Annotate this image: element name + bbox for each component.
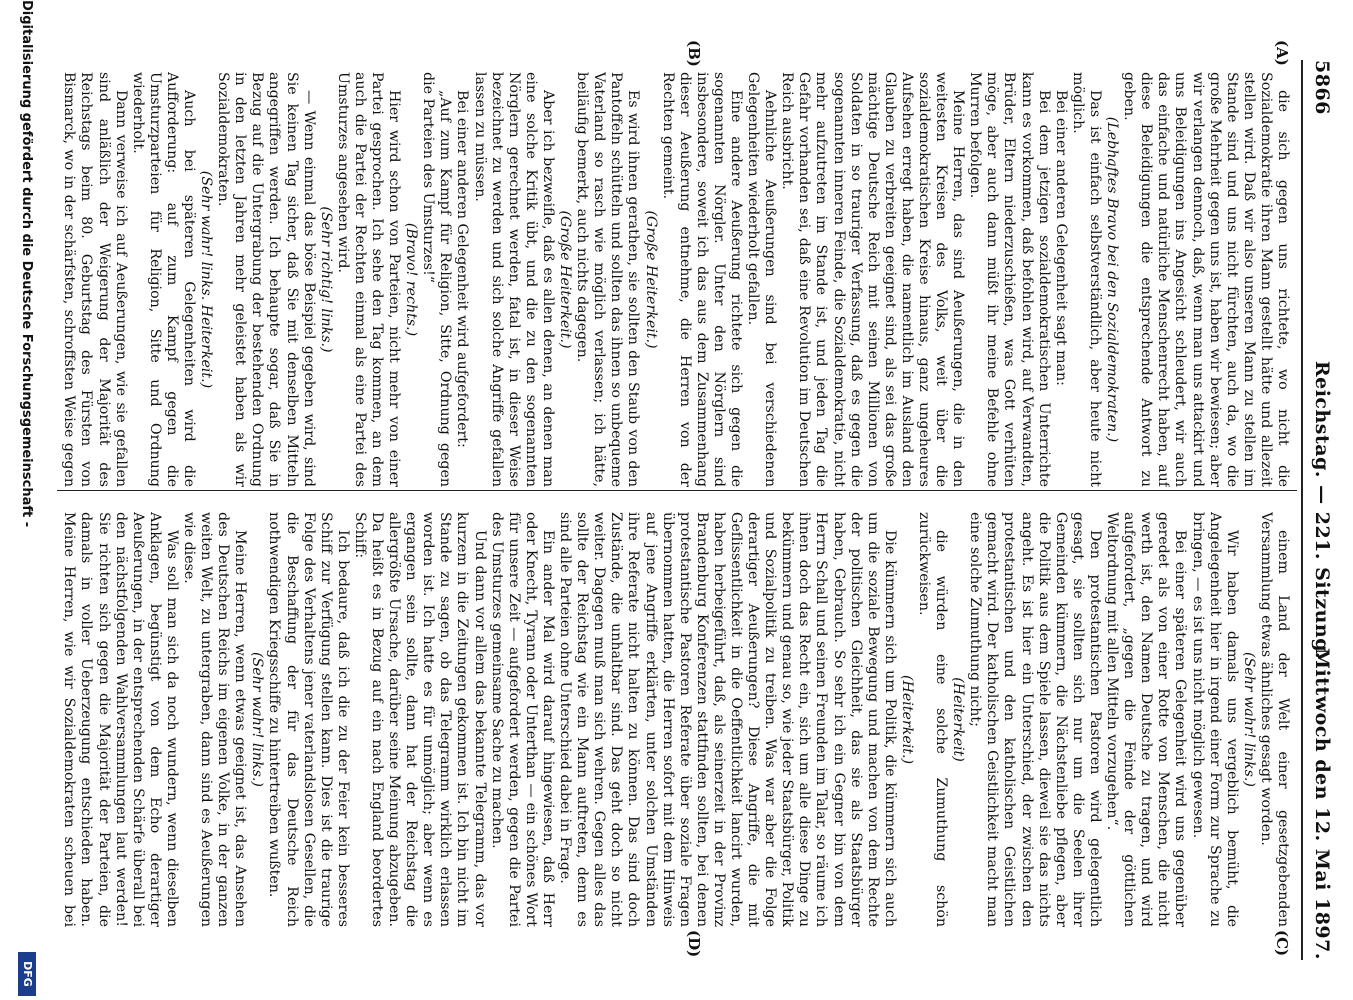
left-column: [61, 72, 1291, 487]
header-rule: [1301, 60, 1303, 960]
paragraph: Das ist einfach selbstverständlich, aber heute nicht möglich.: [1069, 72, 1103, 487]
paragraph: Die kümmern sich um Politik, die kümmern sich auch um die soziale Bewegung und machen von dem Rechte der politischen Gleichheit, das sie als Staatsbürger haben, Gebrauch. So sehr ich ein Gegner bin von dem Herrn Schall und seinen Freunden im Talar, so räume ich ihnen doch das Recht ein, sich um alle diese Dinge zu bekümmern und genau so, wie jeder Staatsbürger, Politik und Sozialpolitik zu treiben. Was war aber die Folge derartiger Aeußerungen? Diese Angriffe, die mit Geflissentlichkeit in die Oeffentlichkeit lancirt wurden, haben herbeigeführt, daß, als seinerzeit in der Provinz Brandenburg Konferenzen stattfinden sollten, bei denen protestantische Pastoren Referate über soziale Fragen übernommen hatten, die Herren sofort mit dem Hinweis auf jene Angriffe erklärten, unter solchen Umständen ihre Referate nicht halten zu können. Das sind doch Zustände, die unhaltbar sind. Das geht doch so nicht weiter. Dagegen muß man sich wehren. Gegen alles das sollte der Reichstag wie ein Mann auftreten, denn es sind alle Parteien ohne Unterschied dabei in Frage.: [557, 512, 898, 927]
paragraph: — Wenn einmal das böse Beispiel gegeben wird, sind Sie keinen Tag sicher, daß Sie mit denselben Mitteln angegriffen werden. Ich behaupte sogar, daß Sie in Bezug auf die Untergrabung der bestehenden Ordnung in den letzten Jahren mehr geleistet haben als wir Sozialdemokraten.: [215, 72, 317, 487]
paragraph: „Auf zum Kampf für Religion, Sitte, Ordnung gegen die Parteien des Umsturzes!“: [420, 72, 454, 487]
paragraph: (Sehr wahr! links. Heiterkeit.): [198, 170, 215, 389]
header-date: Mittwoch den 12. Mai 1897.: [1311, 648, 1333, 960]
paragraph: (Sehr richtig! links.): [317, 206, 334, 353]
paragraph: Es wird ihnen gerathen, sie sollten den Staub von den Pantoffeln schütteln und sollten das ihnen so unbequeme Vaterland so rasch wie möglich verlassen; ich hätte, beiläufig bemerkt, auch nichts dagegen.: [574, 72, 642, 487]
column-divider: [57, 490, 1297, 491]
paragraph: Hier wird schon von Parteien, nicht mehr von einer Partei gesprochen. Ich sehe den Tag kommen, an dem auch die Partei der Rechten einmal als eine Partei des Umsturzes angesehen wird.: [334, 72, 403, 487]
footer: [12, 0, 38, 1000]
paragraph: Auch bei späteren Gelegenheiten wird die Aufforderung: auf zum Kampf gegen die Umsturzparteien für Religion, Sitte und Ordnung wiederholt.: [129, 72, 197, 487]
paragraph: (Heiterkeit): [950, 677, 967, 762]
right-column: [61, 512, 1291, 927]
paragraph: Bei einer anderen Gelegenheit wird aufgefordert:: [454, 90, 471, 448]
paragraph: die sich gegen uns richtete, wo nicht die Sozialdemokratie ihren Mann gestellt hätte und allezeit stellen wird. Daß wir also unseren Mann zu stellen im Stande sind und uns nicht fürchten, auch da, wo die große Mehrheit gegen uns ist, haben wir bewiesen; aber wir verlangen dennoch, daß, wenn man uns attackirt und uns Beleidigungen ins Angesicht schleudert, wir auch das einfache und natürliche Menschenrecht haben, auf diese Beleidigungen die entsprechende Antwort zu geben.: [1121, 72, 1291, 487]
paragraph: Ich bedaure, daß ich die zu der Feier kein besseres Schiff zur Verfügung stellen kann. Dies ist die traurige Folge des Verhaltens jener vaterlandslosen Gesellen, die die Beschaffung der für das Deutsche Reich nothwendigen Kriegsschiffe zu hintertreiben wußten.: [266, 512, 351, 927]
paragraph: Was soll man sich da noch wundern, wenn dieselben Anklagen, begünstigt von dem Echo derartiger Aeußerungen, in der entsprechenden Schärfe überall bei den nächstfolgenden Wahlversammlungen laut werden! Sie richten sich gegen die Majorität der Parteien, die damals in voller Ueberzeugung entschieden haben. Meine Herren, wie wir Sozialdemokraten scheuen bei: [61, 512, 180, 927]
paragraph: Aehnliche Aeußerungen sind bei verschiedenen Gelegenheiten wiederholt gefallen.: [745, 72, 779, 487]
paragraph: einem Land der Welt einer gesetzgebenden Versammlung etwas ähnliches gesagt worden.: [1257, 512, 1291, 927]
dfg-logo: DFG: [18, 952, 36, 996]
margin-marker-a: (A): [1273, 40, 1291, 66]
paragraph: Bei einer anderen Gelegenheit sagt man:: [1052, 90, 1069, 386]
paragraph: Eine andere Aeußerung richtete sich gegen die sogenannten Nörgler. Unter den Nörglern sind insbesondere, soweit ich das aus dem Zusammenhang dieser Aeußerung entnehme, die Herren von der Rechten gemeint.: [659, 72, 744, 487]
paragraph: Bei dem jetzigen sozialdemokratischen Unterrichte kann es vorkommen, daß befohlen wird, auf Verwandten, Brüder, Eltern niederzuschießen, was Gott verhüten möge, aber auch dann müßt ihr meine Befehle ohne Murren befolgen.: [967, 72, 1052, 487]
margin-marker-d: (D): [685, 930, 703, 958]
paragraph: (Sehr wahr! links.): [249, 652, 266, 787]
paragraph: Meine Herren, das sind Aeußerungen, die in den weitesten Kreisen des Volks, weit über die sozialdemokratischen Kreise hinaus, ganz ungeheures Aufsehen erregt haben, die namentlich im Ausland den Glauben zu verbreiten geeignet sind, als sei das große mächtige Deutsche Reich mit seinen Millionen von Soldaten in so trauriger Verfassung, daß es gegen die sogenannten inneren Feinde, die Sozialdemokratie, nicht mehr aufzutreten im Stande ist, und jeden Tag die Gefahr vorhanden sei, daß eine Revolution im Deutschen Reich ausbricht.: [779, 72, 967, 487]
paragraph: die würden eine solche Zumuthung schön zurückweisen.: [916, 512, 950, 927]
paragraph: (Sehr wahr! links.): [1240, 652, 1257, 787]
paragraph: (Lebhaftes Bravo bei den Sozialdemokraten.): [1104, 116, 1121, 443]
paragraph: Den protestantischen Pastoren wird gelegentlich gesagt, sie sollten sich nur um die Seelen ihrer Gemeinden kümmern, die Nächstenliebe pflegen, aber die Politik aus dem Spiele lassen, dieweil sie das nichts angeht. Es ist hier ein Unterschied, der zwischen den protestantischen und den katholischen Geistlichen gemacht wird. Der katholischen Geistlichkeit macht man eine solche Zumuthung nicht;: [967, 512, 1103, 927]
paragraph: Aber ich bezweifle, daß es allen denen, an denen man eine solche Kritik übt, und die zu den sogenannten Nörglern gerechnet werden, fatal ist, in dieser Weise bezeichnet zu werden und sich solche Angriffe gefallen lassen zu müssen.: [471, 72, 556, 487]
paragraph: (Heiterkeit.): [898, 675, 915, 764]
header-title: Reichstag. — 221. Sitzung.: [1311, 360, 1333, 660]
margin-marker-b: (B): [685, 40, 703, 67]
paragraph: Ein ander Mal wird darauf hingewiesen, daß Herr oder Knecht, Tyrann oder Unterthan — ein schönes Wort für unsere Zeit — aufgefordert werden, gegen die Partei des Umsturzes gemeinsame Sache zu machen.: [488, 512, 556, 927]
paragraph: (Bravo! rechts.): [403, 222, 420, 337]
paragraph: (Große Heiterkeit.): [642, 210, 659, 349]
footer-text: Digitalisierung gefördert durch die Deutsche Forschungsgemeinschaft -: [19, 0, 34, 528]
paragraph: (Große Heiterkeit.): [557, 210, 574, 349]
margin-marker-c: (C): [1273, 930, 1291, 957]
paragraph: Bei einer späteren Gelegenheit wird uns gegenüber geredet als von einer Rotte von Menschen, die nicht werth ist, den Namen Deutsche zu tragen, und wird aufgefordert, „gegen die Feinde der göttlichen Weltordnung mit allen Mitteln vorzugehen“.: [1104, 512, 1189, 927]
paragraph: Und dann vor allem das bekannte Telegramm, das vor kurzem in die Zeitungen gekommen ist. Ich bin nicht im Stande zu sagen, ob das Telegramm wirklich erlassen worden ist. Ich hatte es für unmöglich; aber wenn es ergangen sein sollte, dann hat der Reichstag die allergrößte Ursache, darüber seine Meinung abzugeben. Da heißt es in Bezug auf ein nach England beordertes Schiff:: [351, 512, 488, 927]
paragraph: Wir haben damals uns vergeblich bemüht, die Angelegenheit hier in irgend einer Form zur Sprache zu bringen, — es ist uns nicht möglich gewesen.: [1189, 512, 1240, 927]
paragraph: Dann verweise ich auf Aeußerungen, wie sie gefallen sind anläßlich der Weigerung der Majorität des Reichstags beim 80. Geburtstag des Fürsten von Bismarck, wo in der schärfsten, schroffsten Weise gegen: [61, 72, 129, 487]
paragraph: Meine Herren, wenn etwas geeignet ist, das Ansehen des Deutschen Reichs im eigenen Volke, in der ganzen weiten Welt, zu untergraben, dann sind es Aeußerungen wie diese.: [181, 512, 249, 927]
page-header: [1303, 60, 1337, 960]
page-number: 5866: [1311, 60, 1333, 115]
